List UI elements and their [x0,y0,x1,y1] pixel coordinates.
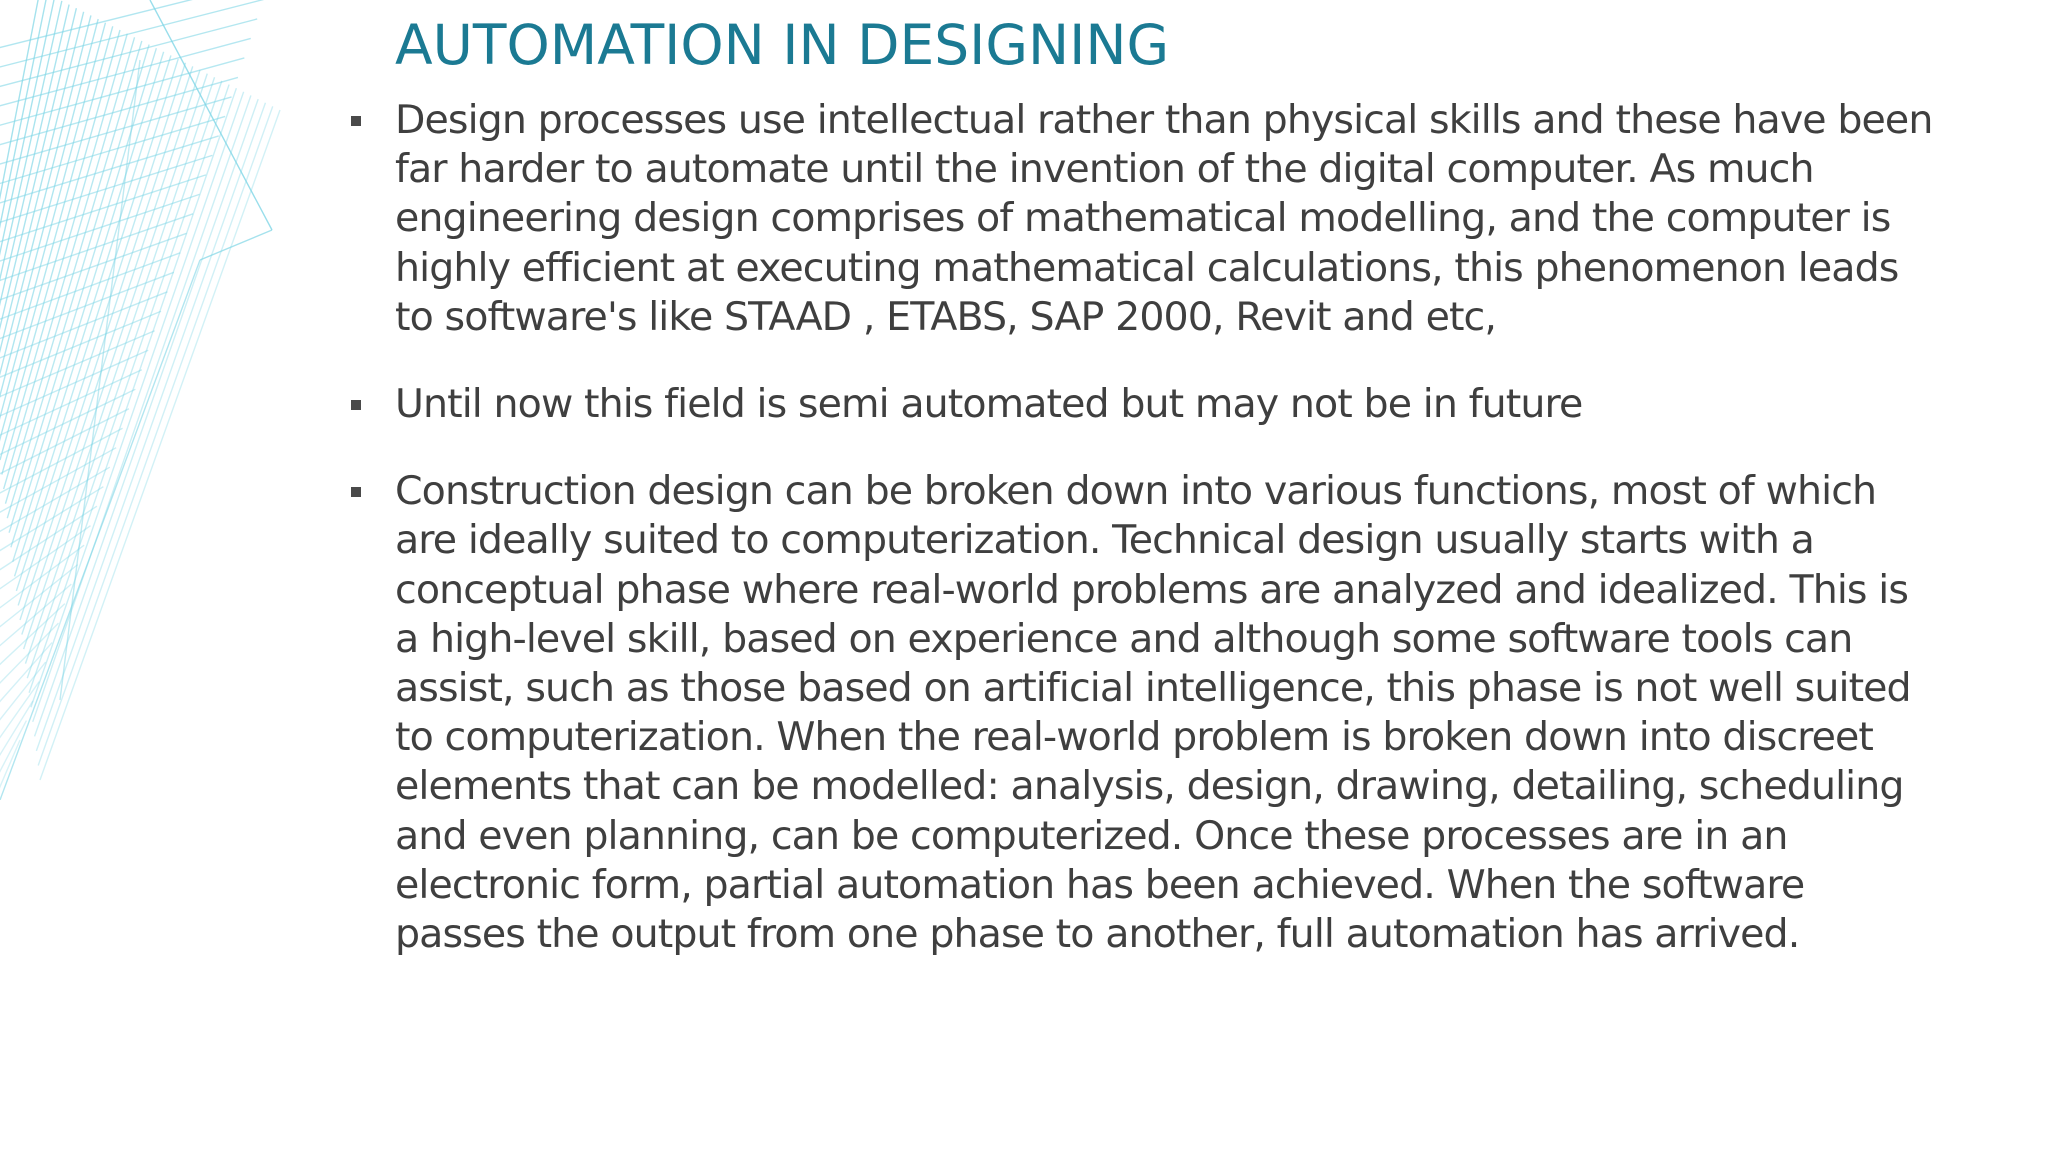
bullet-item-design-processes [395,96,1935,342]
bullet-item-semi-automated [395,380,1935,429]
wireframe-lattice-graphic [0,0,290,800]
bullet-text: Construction design can be broken down into various functions, most of which are ideally suited to computerization. Technical design usually starts with a conceptual phase where real-world problems are analyzed and idealized. This is a high-level skill, based on experience and although some software tools can assist, such as those based on artificial intelligence, this phase is not well suited to computerization. When the real-world problem is broken down into discreet elements that can be modelled: analysis, design, drawing, detailing, scheduling and even planning, can be computerized. Once these processes are in an electronic form, partial automation has been achieved. When the software passes the output from one phase to another, full automation has arrived. [395,468,1911,958]
bullet-item-construction-design [395,467,1935,959]
bullet-text: Until now this field is semi automated but may not be in future [395,381,1583,428]
bullet-text: Design processes use intellectual rather than physical skills and these have been far harder to automate until the invention of the digital computer. As much engineering design comprises of mathematical modelling, and the computer is highly efficient at executing mathematical calculations, this phenomenon leads to software's like STAAD , ETABS, SAP 2000, Revit and etc, [395,97,1933,340]
slide-title: AUTOMATION IN DESIGNING [395,13,1170,77]
bullet-list [395,96,1935,997]
square-bullet-icon [351,487,361,497]
square-bullet-icon [351,400,361,410]
square-bullet-icon [351,116,361,126]
